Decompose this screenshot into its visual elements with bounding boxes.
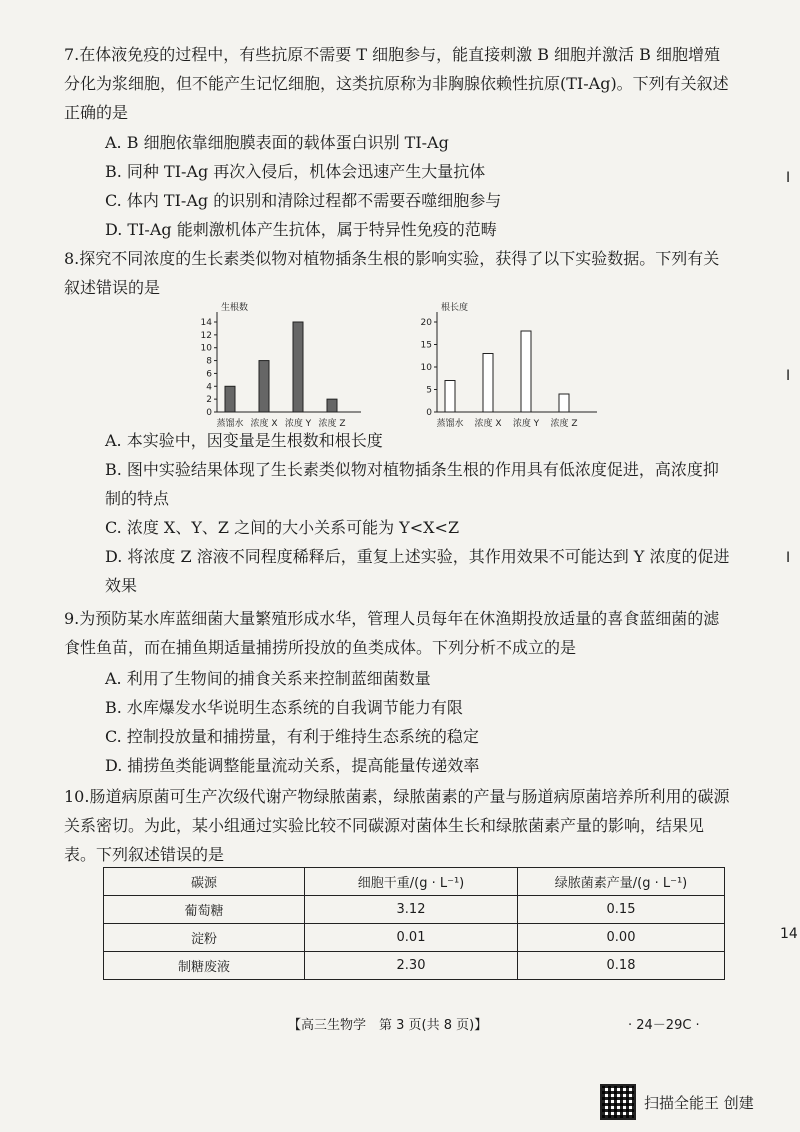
x-category-label: 浓度 X [250,419,278,429]
x-category-label: 浓度 Z [550,419,578,429]
scanner-watermark [600,1084,754,1120]
bar [225,386,235,412]
bar-charts-svg [195,300,615,440]
question-8-option-c: C. 浓度 X、Y、Z 之间的大小关系可能为 Y<X<Z [105,518,460,537]
table-cell: 2.30 [305,952,518,980]
question-10-stem: 10.肠道病原菌可生产次级代谢产物绿脓菌素，绿脓菌素的产量与肠道病原菌培养所利用的碳源关系密切。为此，某小组通过实验比较不同碳源对菌体生长和绿脓菌素产量的影响，结果见表。下列叙述错误的是 [64,787,730,864]
table-cell: 0.01 [305,924,518,952]
edge-mark: I [786,170,791,186]
chart-title: 生根数 [221,303,249,313]
table-cell: 葡萄糖 [104,896,305,924]
question-8-option-b: B. 图中实验结果体现了生长素类似物对植物插条生根的作用具有低浓度促进，高浓度抑制的特点 [105,460,719,508]
question-7-option-d: D. TI-Ag 能刺激机体产生抗体，属于特异性免疫的范畴 [105,220,497,239]
question-9-option-b: B. 水库爆发水华说明生态系统的自我调节能力有限 [105,698,463,717]
table-row [104,924,725,952]
table-header-cell: 碳源 [104,868,305,896]
table-row [104,896,725,924]
table-header-row [104,868,725,896]
table-header-cell: 绿脓菌素产量/(g · L⁻¹) [518,868,725,896]
x-category-label: 浓度 X [474,419,502,429]
question-8-option-d: D. 将浓度 Z 溶液不同程度稀释后，重复上述实验，其作用效果不可能达到 Y 浓度的促进效果 [105,547,730,595]
y-tick-label: 10 [200,343,212,354]
y-tick-label: 2 [206,395,212,406]
x-category-label: 蒸馏水 [216,419,244,429]
bar [559,394,569,412]
table-cell: 0.18 [518,952,725,980]
y-tick-label: 6 [206,369,212,380]
table-row [104,952,725,980]
watermark-text: 扫描全能王 创建 [644,1093,754,1112]
bar [445,381,455,413]
table-cell: 3.12 [305,896,518,924]
y-tick-label: 14 [200,318,212,328]
question-8-stem: 8.探究不同浓度的生长素类似物对植物插条生根的影响实验，获得了以下实验数据。下列有关叙述错误的是 [64,249,720,297]
x-category-label: 浓度 Y [512,419,540,429]
y-tick-label: 20 [420,318,432,328]
table-header-cell: 细胞干重/(g · L⁻¹) [305,868,518,896]
question-8-option-a: A. 本实验中，因变量是生根数和根长度 [105,431,383,450]
x-category-label: 浓度 Z [318,419,346,429]
page-footer-label: 【高三生物学 第 3 页(共 8 页)】 [288,1018,488,1033]
y-tick-label: 15 [420,340,432,351]
bar [293,322,303,412]
y-tick-label: 8 [206,356,212,367]
x-category-label: 浓度 Y [284,419,312,429]
carbon-source-table [103,867,725,980]
y-tick-label: 10 [420,363,432,373]
question-7-option-c: C. 体内 TI-Ag 的识别和清除过程都不需要吞噬细胞参与 [105,191,502,210]
bar [327,399,337,412]
table-cell: 0.15 [518,896,725,924]
table-cell: 0.00 [518,924,725,952]
question-9-option-d: D. 捕捞鱼类能调整能量流动关系，提高能量传递效率 [105,756,480,775]
table-cell: 淀粉 [104,924,305,952]
question-7-option-a: A. B 细胞依靠细胞膜表面的载体蛋白识别 TI-Ag [105,133,449,152]
question-7-option-b: B. 同种 TI-Ag 再次入侵后，机体会迅速产生大量抗体 [105,162,486,181]
table-cell: 制糖废液 [104,952,305,980]
x-category-label: 蒸馏水 [436,419,464,429]
question-8-charts [195,300,615,440]
question-9-stem: 9.为预防某水库蓝细菌大量繁殖形成水华，管理人员每年在休渔期投放适量的喜食蓝细菌的滤食性鱼苗，而在捕鱼期适量捕捞所投放的鱼类成体。下列分析不成立的是 [64,609,720,657]
bar [483,354,493,413]
edge-mark: 14 [780,926,798,942]
edge-mark: I [786,368,791,384]
y-tick-label: 0 [426,408,432,418]
chart-title: 根长度 [441,303,469,313]
y-tick-label: 4 [206,382,212,393]
y-tick-label: 0 [206,408,212,418]
question-7-stem: 7.在体液免疫的过程中，有些抗原不需要 T 细胞参与，能直接刺激 B 细胞并激活 B 细胞增殖分化为浆细胞，但不能产生记忆细胞，这类抗原称为非胸腺依赖性抗原(TI-Ag)。下列有关叙述正确的是 [64,45,729,122]
bar [259,361,269,412]
y-tick-label: 12 [200,330,212,341]
qr-code-icon [600,1084,636,1120]
question-9-option-a: A. 利用了生物间的捕食关系来控制蓝细菌数量 [105,669,431,688]
page-footer-code: · 24－29C · [628,1018,700,1033]
bar [521,331,531,412]
edge-mark: I [786,550,791,566]
y-tick-label: 5 [426,385,432,396]
question-9-option-c: C. 控制投放量和捕捞量，有利于维持生态系统的稳定 [105,727,479,746]
